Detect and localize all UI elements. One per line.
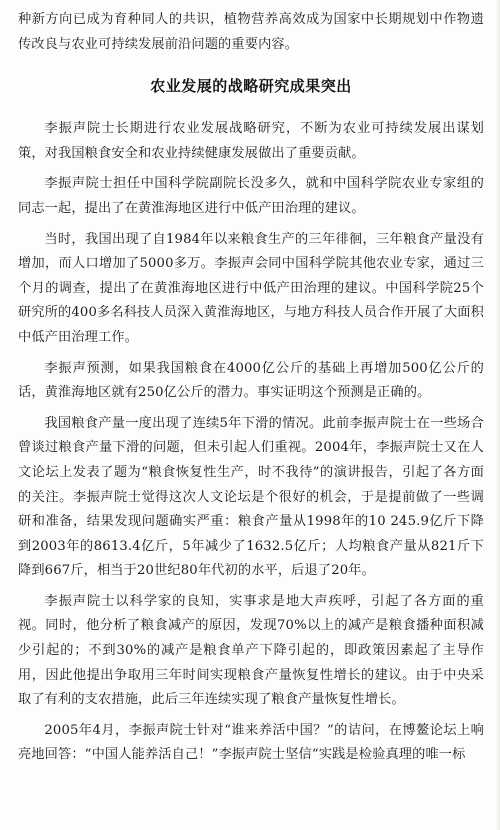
paragraph-prediction: 李振声预测，如果我国粮食在4000亿公斤的基础上再增加500亿公斤的话，黄淮海地区就有250亿公斤的潜力。事实证明这个预测是正确的。 [18, 360, 484, 401]
section-title: 农业发展的战略研究成果突出 [150, 77, 352, 96]
paragraph-strategy-research: 李振声院士长期进行农业发展战略研究，不断为农业可持续发展出谋划策，对我国粮食安全和农业持续健康发展做出了重要贡献。 [18, 121, 484, 161]
paragraph-grain-stagnation: 当时，我国出现了自1984年以来粮食生产的三年徘徊，三年粮食产量没有增加，而人口增加了5000多万。李振声会同中国科学院其他农业专家，通过三个月的调查，提出了在黄淮海地区进行中低产田治理的建议。中国科学院25个研究所的400多名科技人员深入黄淮海地区，与地方科技人员合作开展了大面积中低产田治理工作。 [18, 231, 484, 345]
intro-paragraph: 种新方向已成为育种同人的共识，植物营养高效成为国家中长期规划中作物遗传改良与农业可持续发展前沿问题的重要内容。 [18, 12, 484, 52]
page-edge-shadow [496, 0, 500, 830]
document-body [18, 8, 484, 768]
paragraph-boao-forum: 2005年4月，李振声院士针对“谁来养活中国？”的诘问，在博鳌论坛上响亮地回答：“中国人能养活自己！”李振声院士坚信“实践是检验真理的唯一标 [18, 722, 484, 763]
paragraph-scientist-conscience: 李振声院士以科学家的良知，实事求是地大声疾呼，引起了各方面的重视。同时，他分析了粮食减产的原因，发现70%以上的减产是粮食播种面积减少引起的；不到30%的减产是粮食单产下降引起的，即政策因素起了主导作用，因此他提出争取用三年时间实现粮食产量恢复性增长的建议。由于中央采取了有利的支农措施，此后三年连续实现了粮食产量恢复性增长。 [18, 593, 484, 708]
paragraph-vice-president: 李振声院士担任中国科学院副院长没多久，就和中国科学院农业专家组的同志一起，提出了在黄淮海地区进行中低产田治理的建议。 [18, 176, 484, 216]
paragraph-grain-decline: 我国粮食产量一度出现了连续5年下滑的情况。此前李振声院士在一些场合曾谈过粮食产量下滑的问题，但未引起人们重视。2004年，李振声院士又在人文论坛上发表了题为“粮食恢复性生产，时不我待”的演讲报告，引起了各方面的关注。李振声院士觉得这次人文论坛是个很好的机会，于是提前做了一些调研和准备，结果发现问题确实严重：粮食产量从1998年的10 245.9亿斤下降到2003年的8613.4亿斤，5年减少了1632.5亿斤；人均粮食产量从821斤下降到667斤，相当于20世纪80年代初的水平，后退了20年。 [18, 415, 484, 579]
